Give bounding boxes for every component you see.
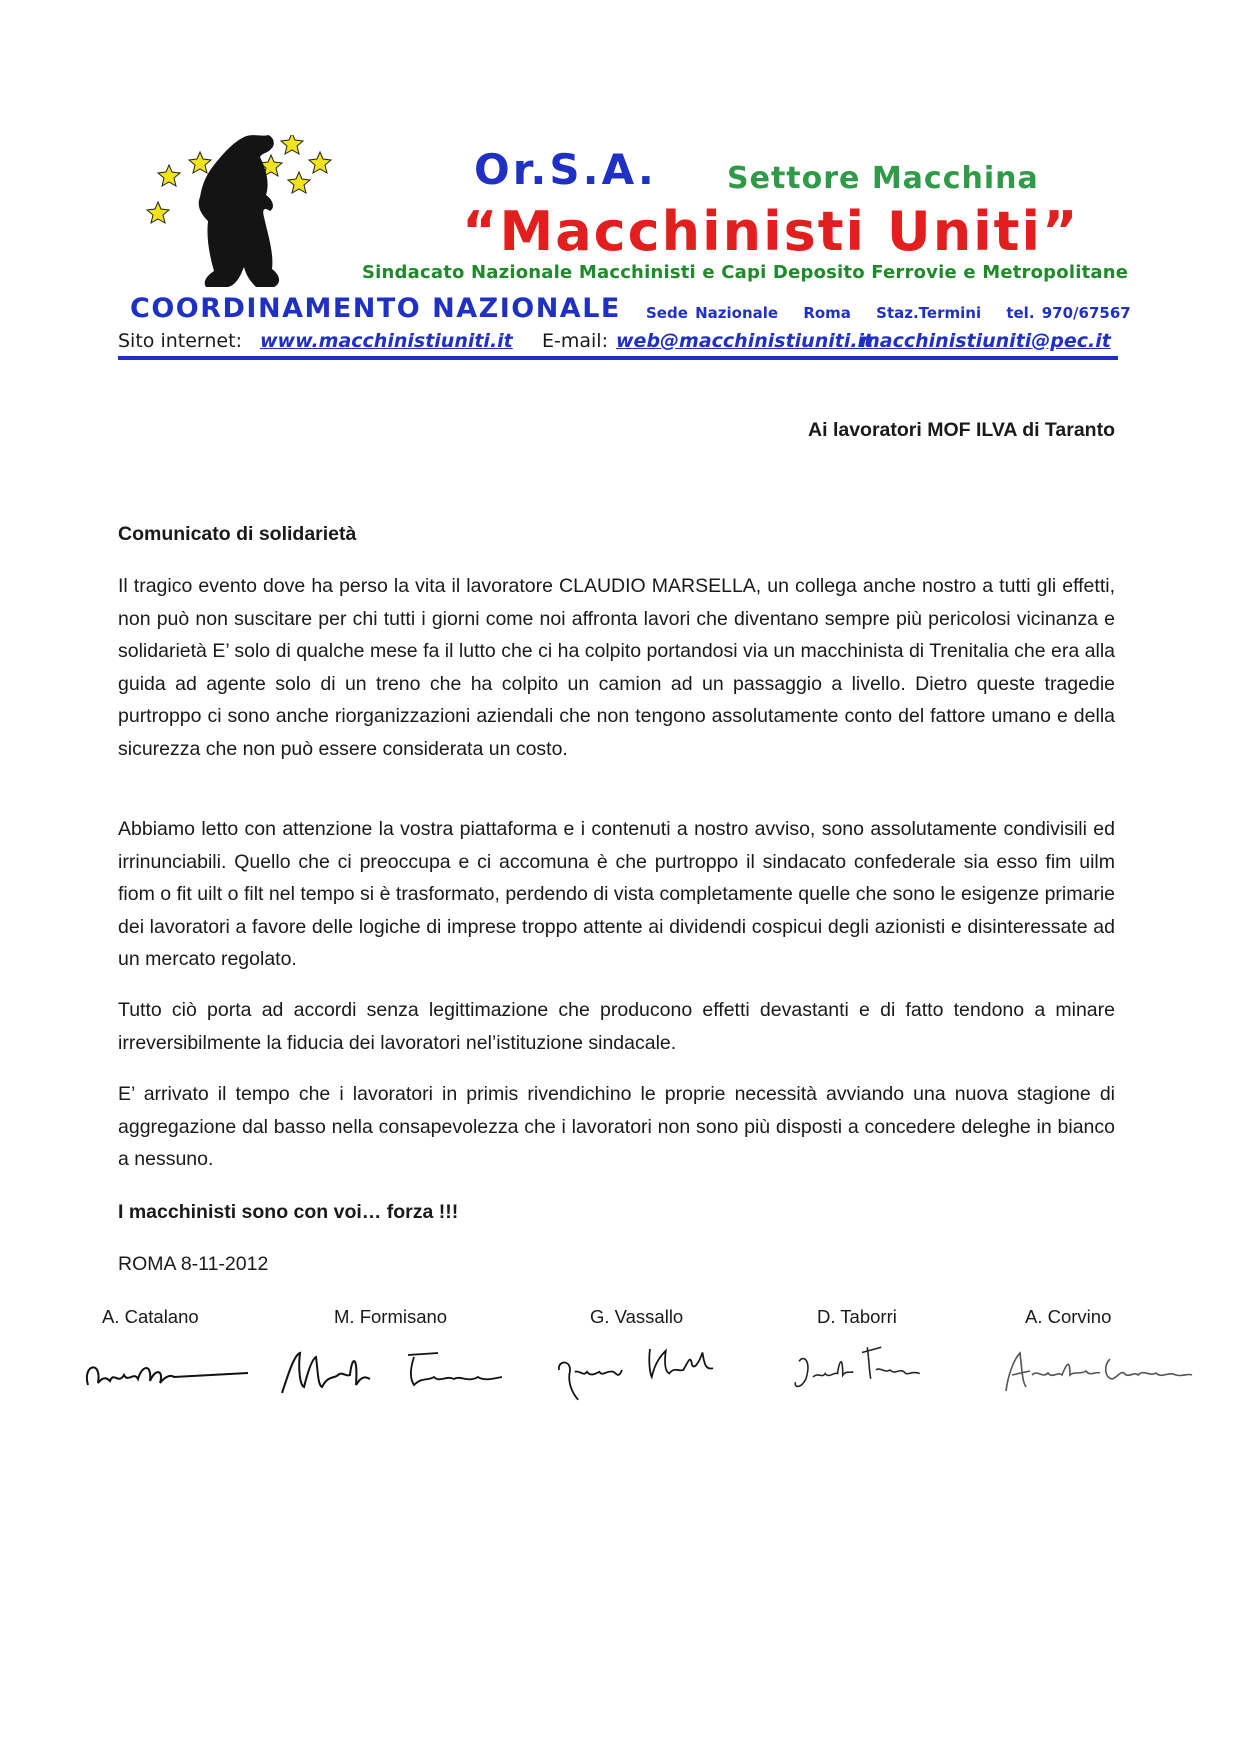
- coordination-title: COORDINAMENTO NAZIONALE: [130, 293, 621, 324]
- letter-subject: Comunicato di solidarietà: [118, 523, 357, 545]
- letterhead-divider: [118, 356, 1118, 360]
- star-icon: [189, 152, 211, 173]
- closing-line: I macchinisti sono con voi… forza !!!: [118, 1201, 459, 1223]
- signature-corvino-icon: [1000, 1335, 1195, 1405]
- signature-formisano-icon: [278, 1335, 513, 1405]
- signatory-name: A. Corvino: [1025, 1306, 1112, 1327]
- star-icon: [309, 152, 331, 173]
- site-link[interactable]: www.macchinistiuniti.it: [260, 330, 513, 352]
- star-icon: [281, 135, 303, 154]
- hq-place: Staz.Termini: [876, 304, 982, 322]
- signatory-name: A. Catalano: [102, 1306, 199, 1327]
- signatory-name: G. Vassallo: [590, 1306, 684, 1327]
- body-paragraph: Il tragico evento dove ha perso la vita il lavoratore CLAUDIO MARSELLA, un collega anche nostro a tutti gli effetti, non può non suscitare per chi tutti i giorni come noi affronta lavori che diventano sempre più pericolosi vicinanza e solidarietà E’ solo di qualche mese fa il lutto che ci ha colpito portandosi via un macchinista di Trenitalia che era alla guida ad agente solo di un treno che ha colpito un camion ad un passaggio a livello. Dietro queste tragedie purtroppo ci sono anche riorganizzazioni aziendali che non tengono assolutamente conto del fattore umano e della sicurezza che non può essere considerata un costo.: [118, 575, 1115, 760]
- body-paragraph: Abbiamo letto con attenzione la vostra piattaforma e i contenuti a nostro avviso, sono assolutamente condivisili ed irrinunciabili. Quello che ci preoccupa e ci accomuna è che purtroppo il sindacato confederale sia esso fim uilm fiom o fit uilt o filt nel tempo si è trasformato, perdendo di vista completamente quelle che sono le esigenze primarie dei lavoratori a favore delle logiche di imprese troppo attente ai dividendi cospicui degli azionisti e disinteressate ad un mercato regolato.: [118, 818, 1115, 970]
- star-icon: [147, 202, 169, 223]
- recipient-line: Ai lavoratori MOF ILVA di Taranto: [808, 419, 1115, 441]
- org-short-name: Or.S.A.: [474, 145, 657, 194]
- date-line: ROMA 8-11-2012: [118, 1253, 269, 1275]
- hq-city: Roma: [803, 304, 851, 322]
- signature-vassallo-icon: [543, 1335, 743, 1405]
- email-link-web[interactable]: web@macchinistiuniti.it: [616, 330, 874, 352]
- bear-logo-icon: [140, 135, 380, 295]
- star-icon: [158, 165, 180, 186]
- signatory-name: M. Formisano: [334, 1306, 448, 1327]
- sector-label: Settore Macchina: [727, 161, 1039, 196]
- signature-taborri-icon: [782, 1335, 942, 1405]
- org-subtitle: Sindacato Nazionale Macchinisti e Capi Deposito Ferrovie e Metropolitane: [362, 262, 1129, 283]
- star-icon: [288, 172, 310, 193]
- email-label: E-mail:: [542, 330, 608, 352]
- body-paragraph: E’ arrivato il tempo che i lavoratori in primis rivendichino le proprie necessità avviando una nuova stagione di aggregazione dal basso nella consapevolezza che i lavoratori non sono più disposti a concedere deleghe in bianco a nessuno.: [118, 1083, 1115, 1170]
- site-label: Sito internet:: [118, 330, 242, 352]
- email-link-pec[interactable]: macchinistiuniti@pec.it: [860, 330, 1111, 352]
- org-name: “Macchinisti Uniti”: [462, 200, 1080, 263]
- hq-label: Sede Nazionale: [646, 304, 779, 322]
- body-paragraph: Tutto ciò porta ad accordi senza legittimazione che producono effetti devastanti e di fatto tendono a minare irreversibilmente la fiducia dei lavoratori nel’istituzione sindacale.: [118, 999, 1115, 1054]
- signatory-name: D. Taborri: [817, 1306, 897, 1327]
- hq-phone: tel. 970/67567: [1006, 304, 1131, 322]
- headquarters-info: [646, 304, 1149, 322]
- signature-catalano-icon: [80, 1335, 255, 1405]
